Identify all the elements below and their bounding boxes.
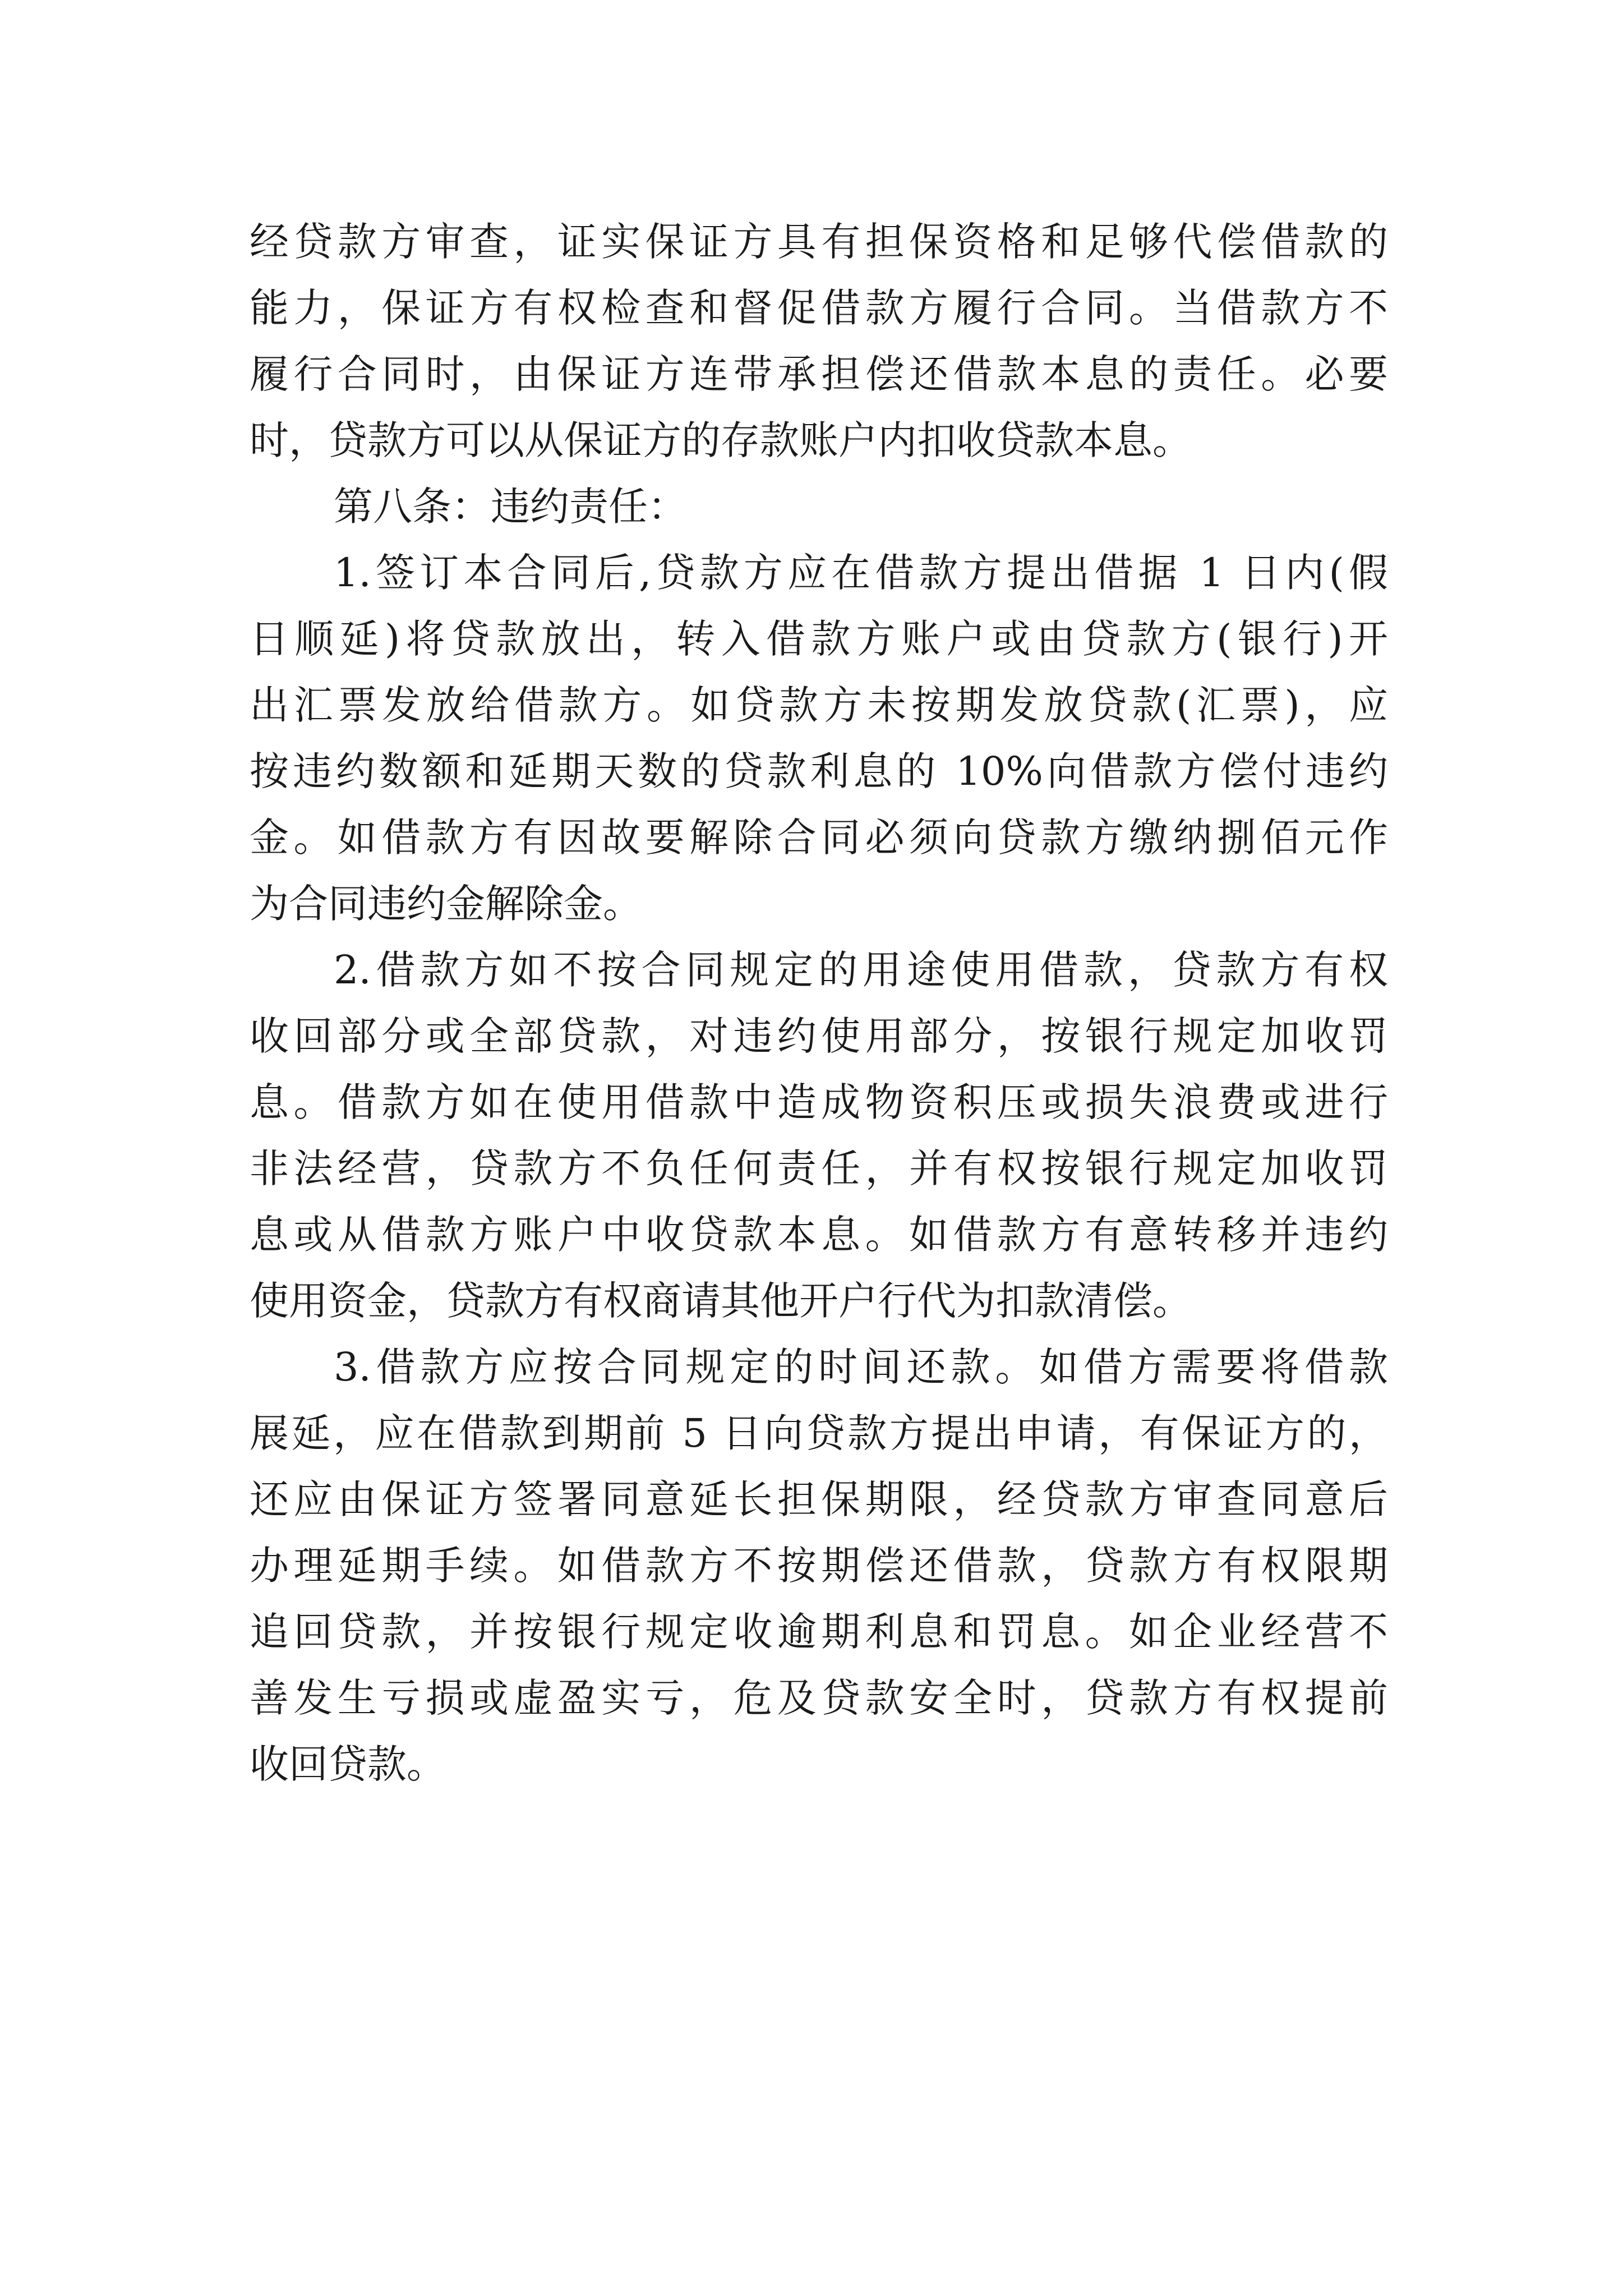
text-line: 1.签订本合同后,贷款方应在借款方提出借据 1 日内(假: [334, 550, 1388, 596]
text-line: 2.借款方如不按合同规定的用途使用借款，贷款方有权: [334, 947, 1388, 993]
text-line: 善发生亏损或虚盈实亏，危及贷款安全时，贷款方有权提前: [250, 1675, 1388, 1721]
text-line: 使用资金，贷款方有权商请其他开户行代为扣款清偿。: [250, 1278, 1192, 1324]
text-line: 履行合同时，由保证方连带承担偿还借款本息的责任。必要: [250, 351, 1388, 397]
text-line: 3.借款方应按合同规定的时间还款。如借方需要将借款: [334, 1344, 1388, 1390]
text-line: 收回贷款。: [250, 1741, 446, 1787]
text-line: 还应由保证方签署同意延长担保期限，经贷款方审查同意后: [250, 1476, 1388, 1522]
text-line: 出汇票发放给借款方。如贷款方未按期发放贷款(汇票)，应: [250, 682, 1388, 728]
text-line: 收回部分或全部贷款，对违约使用部分，按银行规定加收罚: [250, 1013, 1388, 1059]
text-line: 第八条：违约责任：: [334, 484, 687, 530]
text-line: 日顺延)将贷款放出，转入借款方账户或由贷款方(银行)开: [250, 616, 1388, 662]
text-line: 展延，应在借款到期前 5 日向贷款方提出申请，有保证方的，: [250, 1410, 1388, 1456]
text-line: 办理延期手续。如借款方不按期偿还借款，贷款方有权限期: [250, 1543, 1388, 1589]
text-line: 能力，保证方有权检查和督促借款方履行合同。当借款方不: [250, 285, 1388, 331]
text-line: 非法经营，贷款方不负任何责任，并有权按银行规定加收罚: [250, 1145, 1388, 1191]
text-line: 为合同违约金解除金。: [250, 881, 642, 927]
text-line: 按违约数额和延期天数的贷款利息的 10%向借款方偿付违约: [250, 748, 1388, 794]
contract-text: [250, 209, 1388, 1797]
text-line: 经贷款方审查，证实保证方具有担保资格和足够代偿借款的: [250, 219, 1388, 265]
text-line: 追回贷款，并按银行规定收逾期利息和罚息。如企业经营不: [250, 1609, 1388, 1655]
text-line: 金。如借款方有因故要解除合同必须向贷款方缴纳捌佰元作: [250, 815, 1388, 861]
text-line: 息。借款方如在使用借款中造成物资积压或损失浪费或进行: [250, 1079, 1388, 1125]
text-line: 息或从借款方账户中收贷款本息。如借款方有意转移并违约: [250, 1212, 1388, 1258]
text-line: 时，贷款方可以从保证方的存款账户内扣收贷款本息。: [250, 417, 1192, 463]
